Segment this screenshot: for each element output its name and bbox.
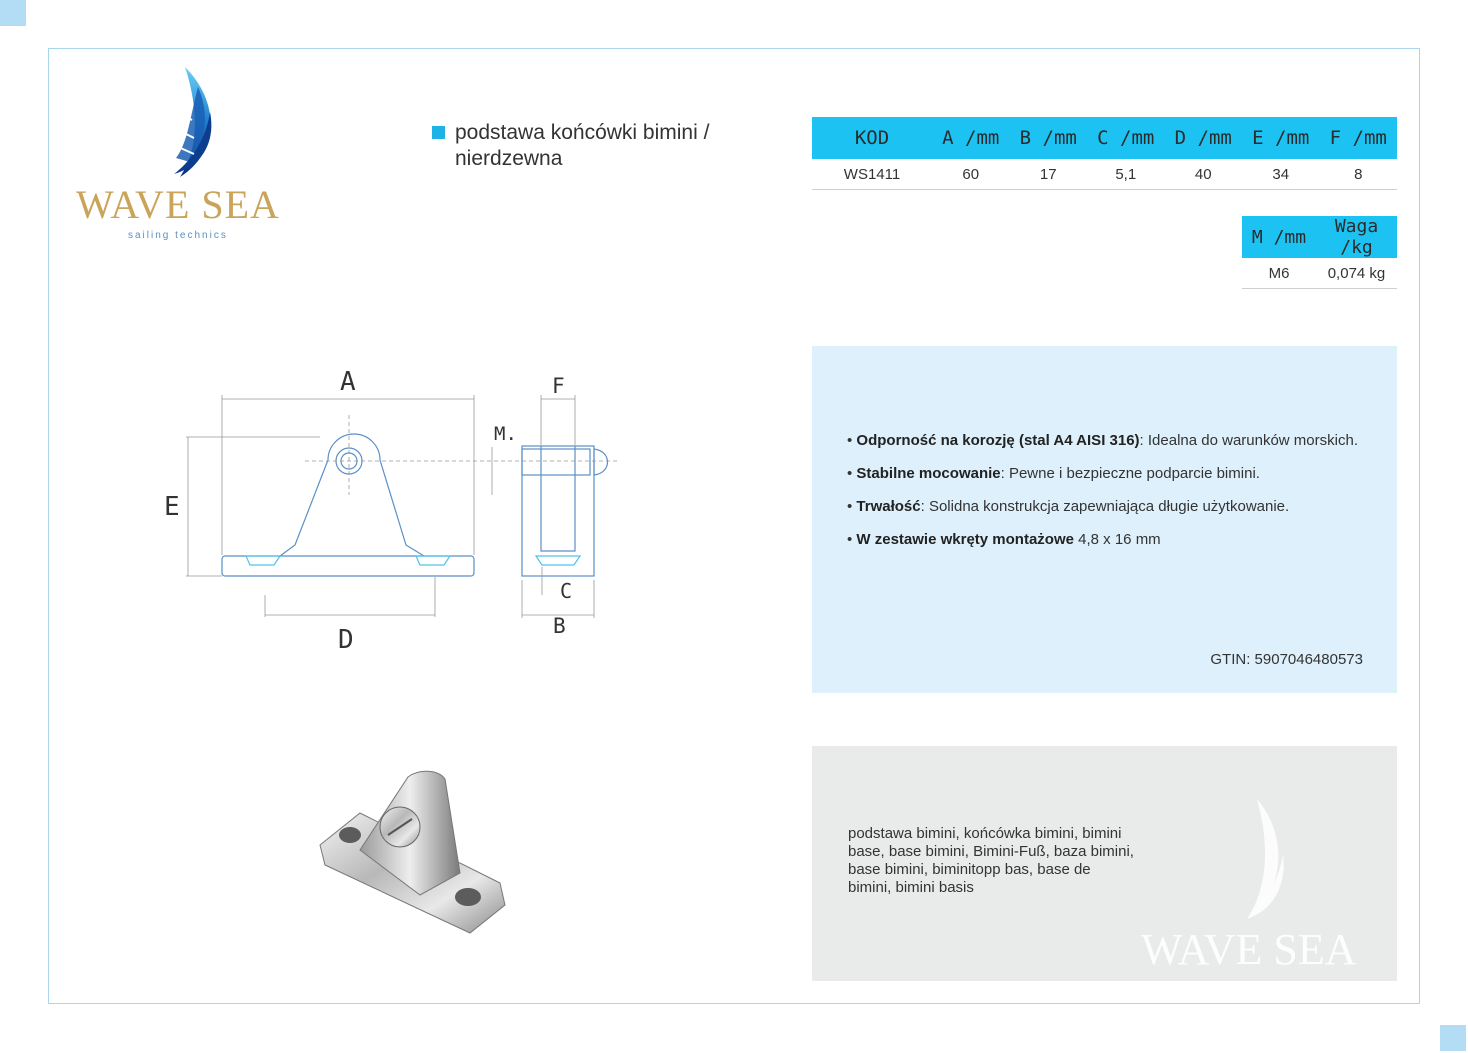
column-header-b: B /mm <box>1010 117 1088 159</box>
column-header-waga: Waga /kg <box>1316 216 1397 258</box>
column-header-m: M /mm <box>1242 216 1316 258</box>
dimension-label-e: E <box>164 492 180 522</box>
spec-table-secondary-header <box>1242 216 1397 258</box>
corner-marker-bottom-right <box>1440 1025 1466 1051</box>
feature-title: Trwałość <box>856 498 921 515</box>
feature-item: • Trwałość: Solidna konstrukcja zapewniająca długie użytkowanie. <box>847 498 1290 515</box>
dimension-label-m: M. <box>494 423 517 445</box>
cell-e: 34 <box>1242 159 1320 190</box>
cell-b: 17 <box>1010 159 1088 190</box>
dimension-label-f: F <box>552 374 565 398</box>
keywords-text: podstawa bimini, końcówka bimini, bimini base, base bimini, Bimini-Fuß, baza bimini, base bimini, biminitopp bas, base de bimini, bimini basis <box>848 825 1134 896</box>
feature-title: Stabilne mocowanie <box>856 465 1001 482</box>
cell-m: M6 <box>1242 258 1316 289</box>
brand-logo <box>70 62 300 252</box>
spec-table-secondary <box>1242 216 1397 289</box>
cell-c: 5,1 <box>1087 159 1165 190</box>
title-bullet-icon <box>432 126 445 139</box>
product-photo <box>300 755 530 945</box>
brand-tagline: sailing technics <box>128 230 228 241</box>
feature-item: • Stabilne mocowanie: Pewne i bezpieczne podparcie bimini. <box>847 465 1260 482</box>
cell-f: 8 <box>1320 159 1398 190</box>
column-header-e: E /mm <box>1242 117 1320 159</box>
dimension-label-c: C <box>560 579 573 603</box>
column-header-a: A /mm <box>932 117 1010 159</box>
gtin-code: GTIN: 5907046480573 <box>1210 651 1363 668</box>
cell-d: 40 <box>1165 159 1243 190</box>
table-row <box>812 159 1397 190</box>
column-header-f: F /mm <box>1320 117 1398 159</box>
watermark-text: WAVE SEA <box>1141 925 1357 974</box>
corner-marker-top-left <box>0 0 26 26</box>
table-row <box>1242 258 1397 289</box>
feature-item: • Odporność na korozję (stal A4 AISI 316): Idealna do warunków morskich. <box>847 432 1358 449</box>
product-title-block <box>432 120 762 172</box>
cell-kod: WS1411 <box>812 159 932 190</box>
brand-name: WAVE SEA <box>76 182 280 227</box>
keywords-panel <box>812 746 1397 981</box>
dimension-label-d: D <box>338 625 354 655</box>
cell-waga: 0,074 kg <box>1316 258 1397 289</box>
feature-item: • W zestawie wkręty montażowe 4,8 x 16 mm <box>847 531 1161 548</box>
technical-drawing <box>150 355 640 665</box>
column-header-d: D /mm <box>1165 117 1243 159</box>
dimension-label-a: A <box>340 367 356 397</box>
feature-text: : Idealna do warunków morskich. <box>1139 432 1358 449</box>
feature-text: 4,8 x 16 mm <box>1073 531 1161 548</box>
sail-logo-icon <box>70 62 300 252</box>
dimension-label-b: B <box>553 614 566 638</box>
watermark-logo-icon <box>1137 794 1377 974</box>
feature-title: Odporność na korozję (stal A4 AISI 316) <box>856 432 1140 449</box>
product-title: podstawa końcówki bimini / nierdzewna <box>455 121 710 170</box>
spec-table-header <box>812 117 1397 159</box>
column-header-c: C /mm <box>1087 117 1165 159</box>
features-panel <box>812 346 1397 693</box>
column-header-kod: KOD <box>812 117 932 159</box>
feature-title: W zestawie wkręty montażowe <box>856 531 1074 548</box>
feature-text: : Solidna konstrukcja zapewniająca długie użytkowanie. <box>920 498 1290 515</box>
cell-a: 60 <box>932 159 1010 190</box>
spec-table <box>812 117 1397 190</box>
feature-text: : Pewne i bezpieczne podparcie bimini. <box>1000 465 1260 482</box>
